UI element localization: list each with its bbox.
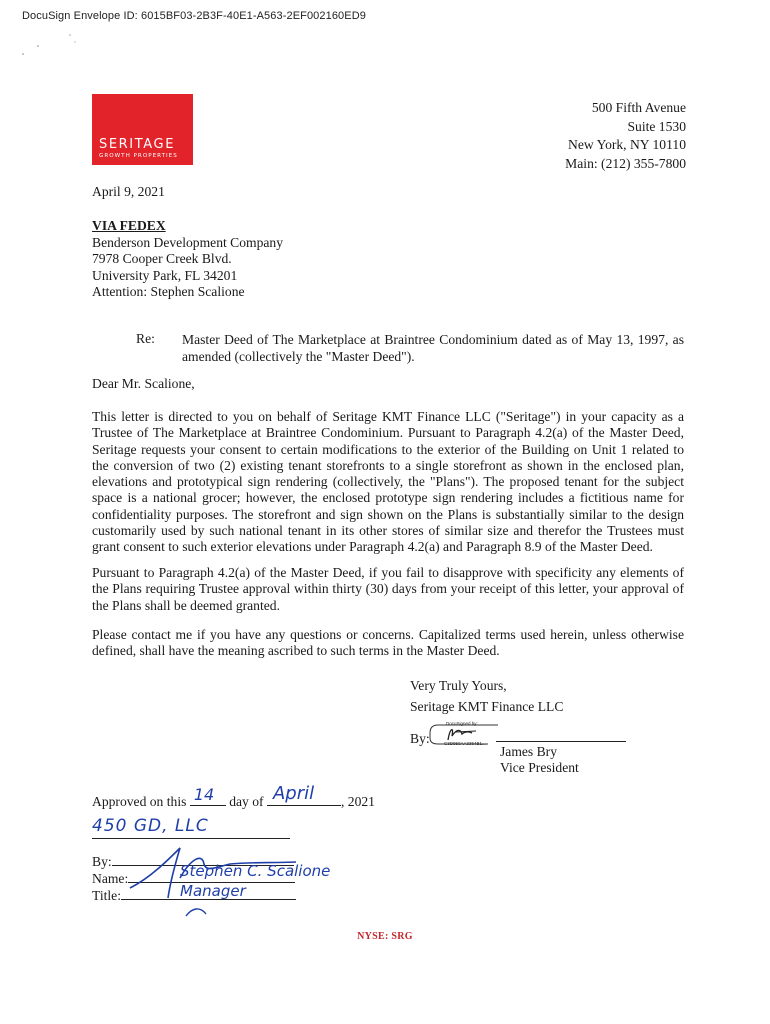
by-field-label: By: [92,854,112,869]
recipient-line: 7978 Cooper Creek Blvd. [92,251,232,266]
address-line: Suite 1530 [627,118,686,134]
approval-month: April [272,783,315,804]
name-field-label: Name: [92,871,129,886]
re-subject: Master Deed of The Marketplace at Braintree Condominium dated as of May 13, 1997, as amended (collectively the "Master Deed"). [182,332,684,364]
recipient-line: University Park, FL 34201 [92,267,238,283]
address-phone: Main: (212) 355-7800 [565,155,686,171]
signer-title: Vice President [500,760,579,775]
signer-printed-title: Manager [180,882,246,900]
signer-name: James Bry [500,744,558,759]
re-label: Re: [136,331,155,346]
by-label: By: [410,731,430,746]
body-paragraph: Please contact me if you have any questions or concerns. Capitalized terms used herein, unless otherwise defined, shall have the meaning ascribed to such terms in the Master Deed. [92,627,684,659]
docusign-signature [428,722,498,746]
recipient-line: Benderson Development Company [92,234,284,250]
salutation: Dear Mr. Scalione, [92,376,195,391]
address-line: 500 Fifth Avenue [591,100,686,115]
body-paragraph: Pursuant to Paragraph 4.2(a) of the Master Deed, if you fail to disapprove with specificity any elements of the Plans requiring Trustee approval within thirty (30) days from your receipt of this letter, your approval of the Plans shall be deemed granted. [92,565,684,613]
letter-date: April 9, 2021 [92,184,165,199]
body-paragraph: This letter is directed to you on behalf of Seritage KMT Finance LLC ("Seritage") in your capacity as a Trustee of The Marketplace at Braintree Condominium. Pursuant to Paragraph 4.2(a) of the Master Deed, Seritage requests your consent to certain modifications to the exterior of the Building on Unit 1 related to the conversion of two (2) existing tenant storefronts to a single storefront as shown in the enclosed plan, elevations and prototypical sign rendering (collectively, the "Plans"). The proposed tenant for the subject space is a national grocer; however, the enclosed prototype sign rendering includes a fictitious name for confidentiality purposes. The storefront and sign shown on the Plans is substantially similar to the design customarily used by such national tenant in its other stores of similar size and therefor the Trustees must grant consent to such exterior elevations under Paragraph 4.2(a) and Paragraph 8.9 of the Master Deed. [92,409,684,555]
approval-year: , 2021 [340,794,375,809]
signature-line [496,741,626,742]
sender-address [565,99,686,173]
closing-phrase: Very Truly Yours, [410,678,507,693]
footer-ticker: NYSE: SRG [357,931,413,942]
docusigned-label: DocuSigned by: [446,721,478,726]
docusign-id: C3D950AA3364B1... [444,741,486,746]
signer-printed-name: Stephen C. Scalione [180,862,331,880]
approval-month-field[interactable] [267,783,341,806]
envelope-id: DocuSign Envelope ID: 6015BF03-2B3F-40E1-A563-2EF002160ED9 [22,10,366,22]
approval-day: 14 [193,785,215,804]
approval-prefix: Approved on this [92,794,187,809]
seritage-logo [92,94,193,165]
address-line: New York, NY 10110 [568,137,686,152]
logo-tagline: GROWTH PROPERTIES [99,153,178,159]
closing-company: Seritage KMT Finance LLC [410,699,564,714]
recipient-block [92,218,283,301]
delivery-method: VIA FEDEX [92,218,166,233]
approval-day-field[interactable] [190,785,226,806]
recipient-attention: Attention: Stephen Scalione [92,284,245,299]
approving-company: 450 GD, LLC [92,816,209,836]
scan-specks [18,30,98,60]
title-field-label: Title: [92,888,121,903]
logo-name: SERITAGE [99,137,176,152]
closing-block [410,675,563,717]
approval-mid: day of [229,794,264,809]
approving-company-field[interactable] [92,818,290,839]
approval-line [92,783,375,810]
